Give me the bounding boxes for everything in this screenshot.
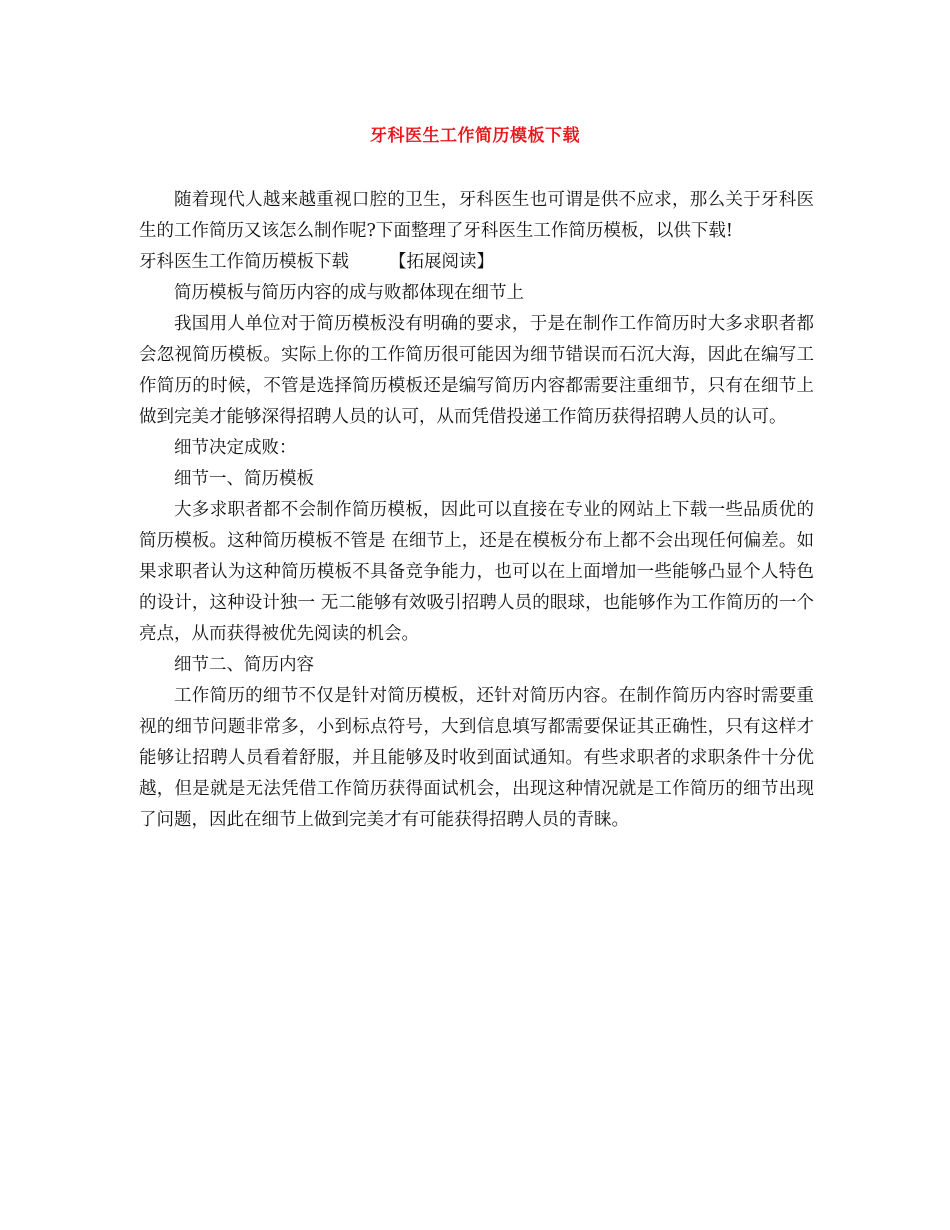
download-text: 牙科医生工作简历模板下载 — [139, 252, 349, 272]
detail-heading: 简历模板与简历内容的成与败都体现在细节上 — [174, 283, 524, 303]
document-body — [139, 185, 814, 836]
detail-two-heading: 细节二、简历内容 — [174, 655, 314, 675]
detail-one-paragraph: 大多求职者都不会制作简历模板，因此可以直接在专业的网站上下载一些品质优的简历模板。这种简历模板不管是 在细节上，还是在模板分布上都不会出现任何偏差。如果求职者认为这种简历模板不具备竞争能力，也可以在上面增加一些能够凸显个人特色的设计，这种设计独一 无二能够有效吸引招聘人员的眼球，也能够作为工作简历的一个亮点，从而获得被优先阅读的机会。 — [139, 500, 814, 644]
intro-links-line — [139, 247, 814, 278]
extended-reading-text: 【拓展阅读】 — [389, 252, 494, 272]
success-subheading: 细节决定成败： — [174, 438, 297, 458]
intro-paragraph: 随着现代人越来越重视口腔的卫生，牙科医生也可谓是供不应求，那么关于牙科医生的工作简历又该怎么制作呢?下面整理了牙科医生工作简历模板，以供下载! — [139, 190, 814, 241]
detail-one-heading: 细节一、简历模板 — [174, 469, 314, 489]
document-title: 牙科医生工作简历模板下载 — [370, 126, 580, 146]
intro-body-paragraph: 我国用人单位对于简历模板没有明确的要求，于是在制作工作简历时大多求职者都会忽视简历模板。实际上你的工作简历很可能因为细节错误而石沉大海，因此在编写工作简历的时候，不管是选择简历模板还是编写简历内容都需要注重细节，只有在细节上做到完美才能够深得招聘人员的认可，从而凭借投递工作简历获得招聘人员的认可。 — [139, 314, 814, 427]
detail-two-paragraph: 工作简历的细节不仅是针对简历模板，还针对简历内容。在制作简历内容时需要重视的细节问题非常多，小到标点符号，大到信息填写都需要保证其正确性，只有这样才能够让招聘人员看着舒服，并且能够及时收到面试通知。有些求职者的求职条件十分优越，但是就是无法凭借工作简历获得面试机会，出现这种情况就是工作简历的细节出现了问题，因此在细节上做到完美才有可能获得招聘人员的青睐。 — [139, 686, 814, 830]
